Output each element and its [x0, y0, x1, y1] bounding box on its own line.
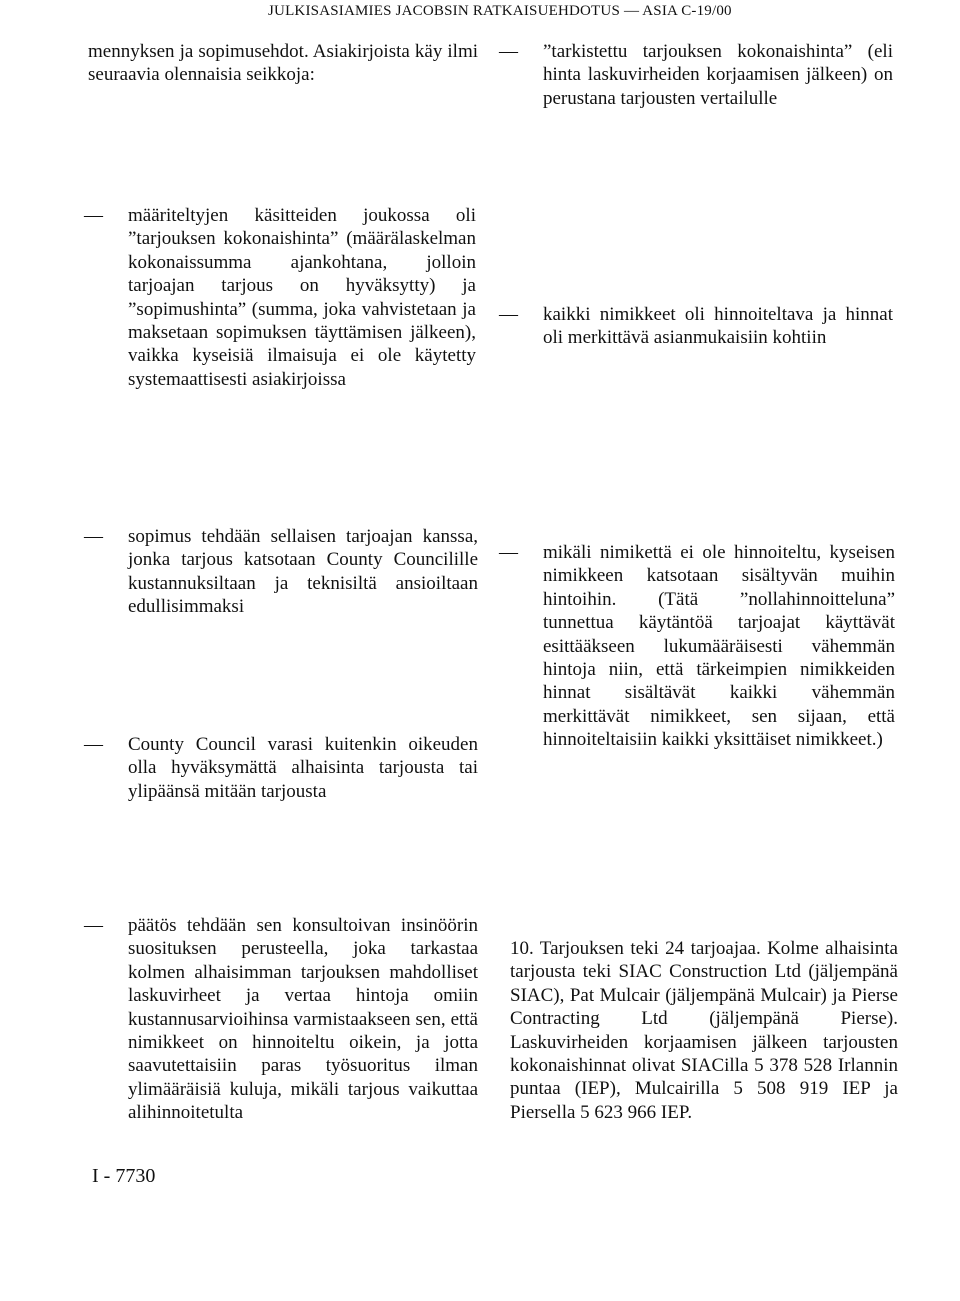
list-item: [499, 541, 895, 752]
intro-text: mennyksen ja sopimusehdot. Asiakirjoista käy ilmi seuraavia olennaisia seikkoja:: [88, 41, 478, 86]
paragraph-10-text: 10. Tarjouksen teki 24 tarjoajaa. Kolme alhaisinta tarjousta teki SIAC Construction Ltd (jäljempänä SIAC), Pat Mulcair (jäljempänä Mulcair) ja Pierse Contracting Ltd (jäljempänä Pierse). Laskuvirheiden korjaamisen jälkeen tarjousten kokonaishinnat olivat SIACilla 5 378 528 Irlannin puntaa (IEP), Mulcairilla 5 508 919 IEP ja Piersella 5 623 966 IEP.: [510, 938, 898, 1123]
page-number: I - 7730: [92, 1165, 156, 1187]
dash-bullet: —: [499, 304, 518, 325]
intro-paragraph: [88, 40, 478, 87]
dash-bullet: —: [84, 915, 103, 936]
list-item-text: määriteltyjen käsitteiden joukossa oli ”tarjouksen kokonaishinta” (määrälaskelman kokonaissumma ajankohtana, jolloin tarjoajan tarjous on hyväksytty) ja ”sopimushinta” (summa, joka vahvistetaan ja maksetaan sopimuksen täyttämisen jälkeen), vaikka kyseisiä ilmaisuja ei ole käytetty systemaattisesti asiakirjoissa: [128, 205, 476, 390]
list-item: [84, 914, 478, 1125]
list-item: [84, 733, 478, 803]
dash-bullet: —: [499, 542, 518, 563]
list-item: [499, 303, 893, 350]
dash-bullet: —: [499, 41, 518, 62]
list-item-text: sopimus tehdään sellaisen tarjoajan kanssa, jonka tarjous katsotaan County Councilille kustannuksiltaan ja teknisiltä ansioiltaan edullisimmaksi: [128, 526, 478, 618]
list-item-text: päätös tehdään sen konsultoivan insinöörin suosituksen perusteella, joka tarkastaa kolmen alhaisimman tarjouksen mahdolliset laskuvirheet ja vertaa hintoja omiin kustannusarvioihinsa varmistaakseen sen, että nimikkeet on hinnoiteltu oikein, ja jotta saavutettaisiin paras työsuoritus ilman ylimääräisiä kuluja, mikäli tarjous vaikuttaa alihinnoitetulta: [128, 915, 478, 1124]
list-item-text: ”tarkistettu tarjouksen kokonaishinta” (eli hinta laskuvirheiden korjaamisen jälkeen) on perustana tarjousten vertailulle: [543, 41, 893, 109]
paragraph-10: [510, 937, 898, 1124]
list-item-text: mikäli nimikettä ei ole hinnoiteltu, kyseisen nimikkeen katsotaan sisältyvän muihin hintoihin. (Tätä ”nollahinnoitteluna” tunnettua käytäntöä tarjoajat käyttävät esittääkseen lukumääräisesti vähemmän hintoja niin, että tärkeimpien nimikkeiden hinnat sisältävät kaikki vähemmän merkittävät nimikkeet, sen sijaan, että hinnoiteltaisiin kaikki yksittäiset nimikkeet.): [543, 542, 895, 751]
dash-bullet: —: [84, 526, 103, 547]
list-item: [84, 525, 478, 619]
list-item: [499, 40, 893, 110]
dash-bullet: —: [84, 734, 103, 755]
list-item: [84, 204, 476, 391]
running-header: JULKISASIAMIES JACOBSIN RATKAISUEHDOTUS — ASIA C-19/00: [268, 3, 732, 19]
list-item-text: kaikki nimikkeet oli hinnoiteltava ja hinnat oli merkittävä asianmukaisiin kohtiin: [543, 304, 893, 349]
list-item-text: County Council varasi kuitenkin oikeuden olla hyväksymättä alhaisinta tarjousta tai ylipäänsä mitään tarjousta: [128, 734, 478, 802]
dash-bullet: —: [84, 205, 103, 226]
